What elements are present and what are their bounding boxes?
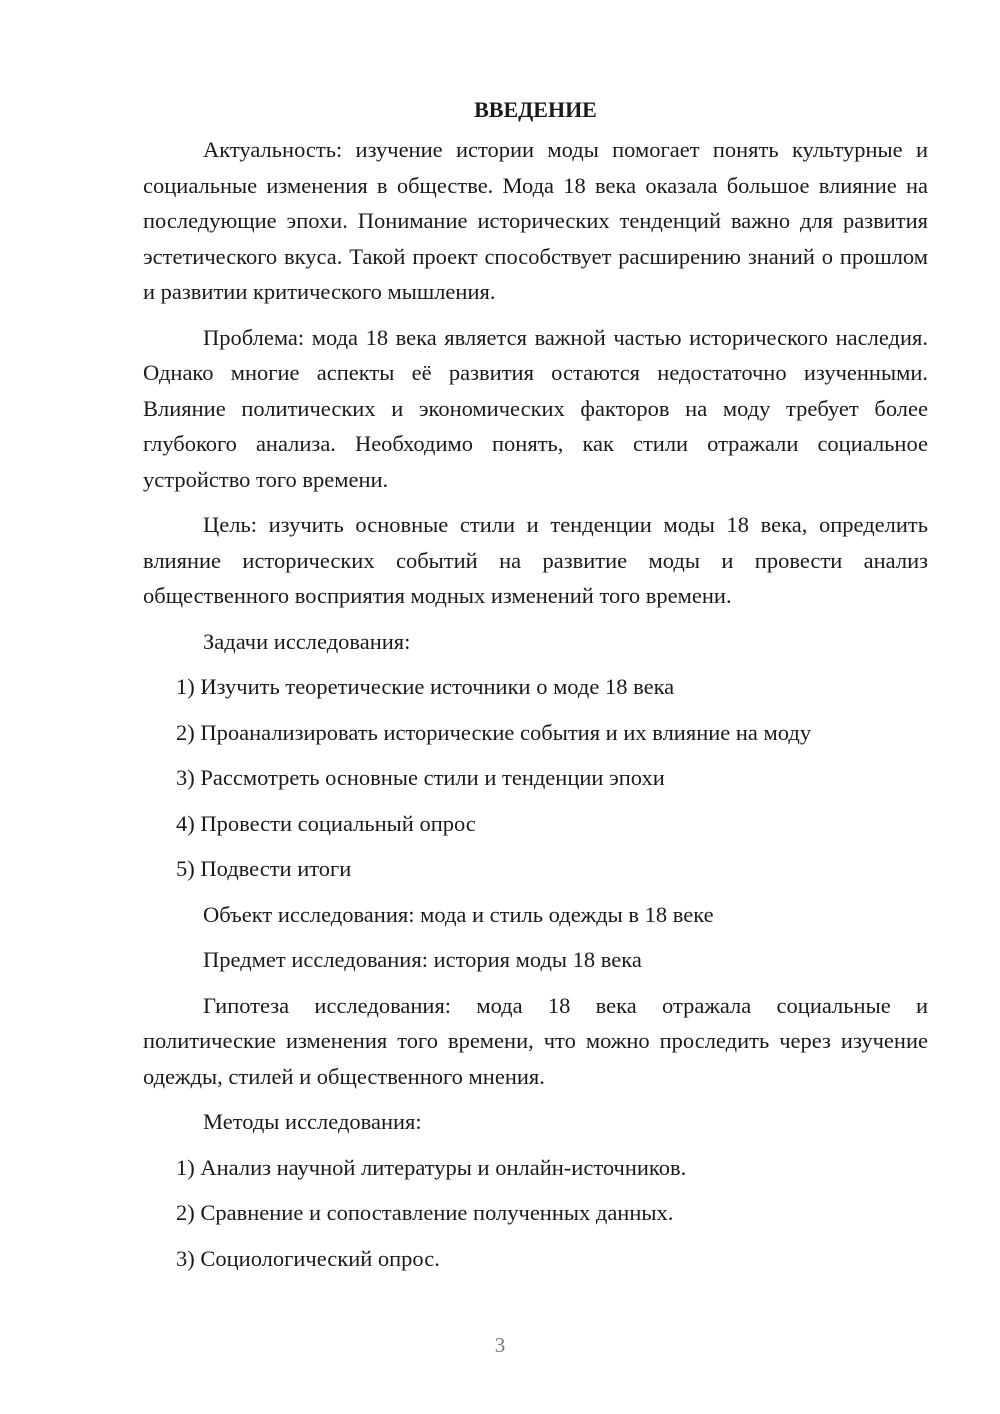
method-item: 2) Сравнение и сопоставление полученных данных. [176, 1200, 674, 1225]
section-title: ВВЕДЕНИЕ [474, 97, 597, 122]
methods-heading: Методы исследования: [203, 1109, 422, 1134]
tasks-heading: Задачи исследования: [203, 628, 411, 654]
problem-paragraph: Проблема: мода 18 века является важной частью исторического наследия. Однако многие аспекты её развития остаются недостаточно изученными. Влияние политических и экономических факторов на моду требует более глубокого анализа. Необходимо понять, как стили отражали социальное устройство того времени. [143, 324, 928, 492]
document-page [143, 92, 928, 1286]
task-item: 5) Подвести итоги [176, 856, 352, 881]
task-item: 2) Проанализировать исторические события и их влияние на моду [176, 719, 812, 745]
relevance-paragraph: Актуальность: изучение истории моды помогает понять культурные и социальные изменения в обществе. Мода 18 века оказала большое влияние на последующие эпохи. Понимание исторических тенденций важно для развития эстетического вкуса. Такой проект способствует расширению знаний о прошлом и развитии критического мышления. [143, 137, 928, 304]
goal-paragraph: Цель: изучить основные стили и тенденции моды 18 века, определить влияние исторических событий на развитие моды и провести анализ общественного восприятия модных изменений того времени. [143, 512, 928, 608]
task-item: 1) Изучить теоретические источники о моде 18 века [176, 674, 675, 699]
page-number: 3 [494, 1333, 506, 1357]
method-item: 1) Анализ научной литературы и онлайн-источников. [176, 1154, 687, 1180]
hypothesis-paragraph: Гипотеза исследования: мода 18 века отражала социальные и политические изменения того времени, что можно проследить через изучение одежды, стилей и общественного мнения. [143, 992, 928, 1089]
method-item: 3) Социологический опрос. [176, 1245, 440, 1271]
task-item: 4) Провести социальный опрос [176, 810, 476, 836]
task-item: 3) Рассмотреть основные стили и тенденции эпохи [176, 765, 665, 790]
research-subject: Предмет исследования: история моды 18 века [203, 947, 642, 972]
research-object: Объект исследования: мода и стиль одежды в 18 веке [203, 901, 714, 927]
